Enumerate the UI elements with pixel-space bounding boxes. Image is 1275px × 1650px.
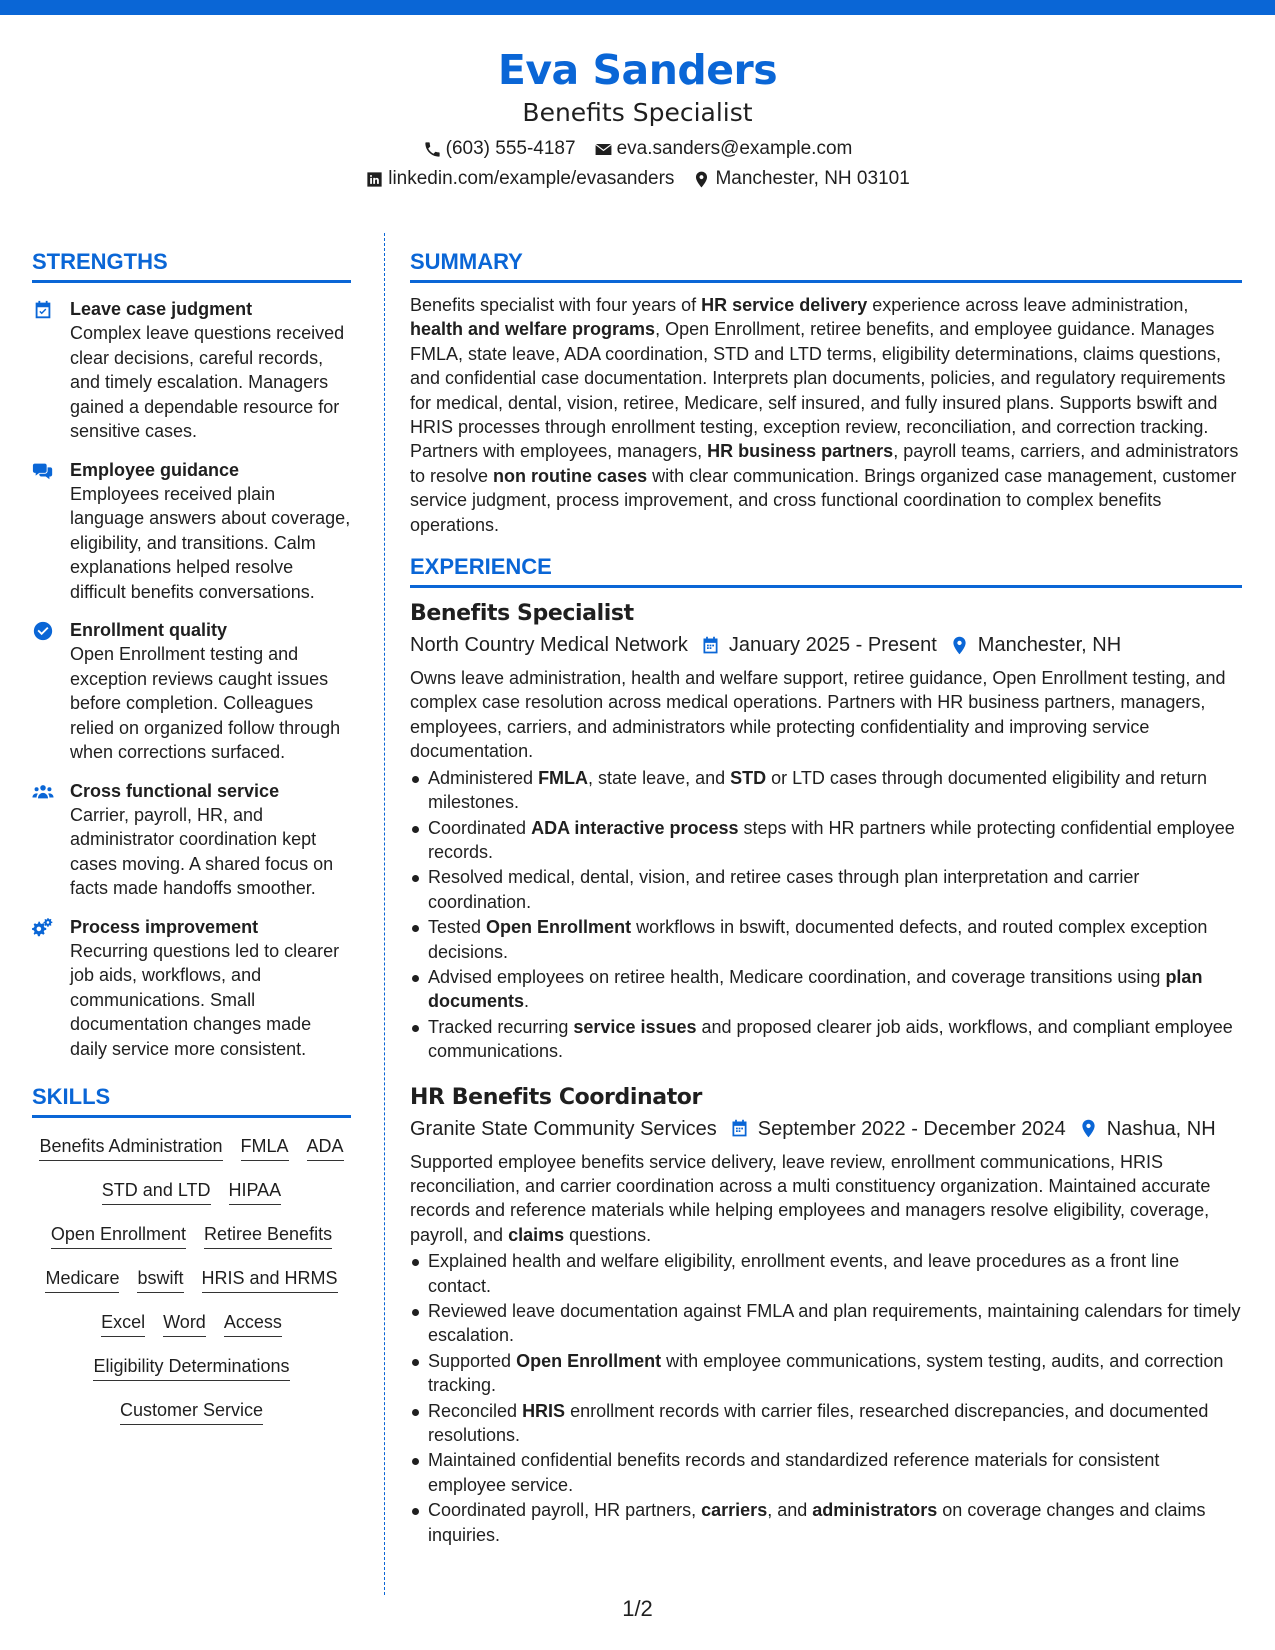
envelope-icon [594,140,613,159]
phone-contact[interactable] [423,134,576,164]
strength-body [70,915,351,1062]
job-bullets [410,766,1242,1064]
strengths-heading: STRENGTHS [32,248,351,283]
skill-tag: Eligibility Determinations [93,1354,289,1381]
strengths-list [32,297,351,1061]
summary-text: Benefits specialist with four years of HR service delivery experience across leave administration, health and welfare programs, Open Enrollment, retiree benefits, and employee guidance. Manages FMLA, state leave, ADA coordination, STD and LTD terms, eligibility determinations, claims questions, and confidential case documentation. Interprets plan documents, policies, and regulatory requirements for medical, dental, vision, retiree, Medicare, self insured, and fully insured plans. Supports bswift and HRIS processes through enrollment testing, exception review, reconciliation, and correction tracking. Partners with employees, managers, HR business partners, payroll teams, carriers, and administrators to resolve non routine cases with clear communication. Brings organized case management, customer service judgment, process improvement, and cross functional coordination to complex benefits operations. [410,295,1239,535]
strength-item [32,779,351,901]
skills-list [32,1134,351,1425]
calendar-icon [700,635,721,656]
skill-tag: STD and LTD [102,1178,211,1205]
skill-tag: Open Enrollment [51,1222,186,1249]
job-meta [410,1114,1242,1144]
calendar-check-icon [32,299,54,321]
job-location: Manchester, NH [977,634,1122,657]
strength-body [70,779,351,901]
map-pin-icon [692,170,711,189]
right-column [410,248,1242,1547]
location-contact [692,164,909,194]
job-company: Granite State Community Services [410,1117,717,1140]
phone-icon [423,140,442,159]
candidate-title: Benefits Specialist [522,98,753,127]
linkedin-icon [365,170,384,189]
strength-item [32,297,351,444]
strength-title: Enrollment quality [70,620,228,640]
job-bullets [410,1249,1242,1547]
skills-heading: SKILLS [32,1083,351,1118]
linkedin-text: linkedin.com/example/evasanders [388,168,675,189]
map-pin-icon [1078,1118,1099,1139]
skill-tag: Word [163,1310,206,1337]
chat-bubbles-icon [32,460,54,482]
job-title: Benefits Specialist [410,601,634,627]
contact-row-2 [0,164,1275,194]
skill-tag: bswift [137,1266,183,1293]
job-bullet: Reviewed leave documentation against FMLA and plan requirements, maintaining calendars for timely escalation. [410,1299,1242,1348]
skill-tag: HRIS and HRMS [202,1266,338,1293]
phone-text: (603) 555-4187 [445,138,576,159]
strength-body [70,618,351,765]
job-location: Nashua, NH [1106,1117,1216,1140]
job-bullet: Advised employees on retiree health, Medicare coordination, and coverage transitions using plan documents. [410,965,1242,1014]
resume-header [0,40,1275,194]
job-bullet: Maintained confidential benefits records and standardized reference materials for consistent employee service. [410,1448,1242,1497]
strength-item [32,915,351,1062]
strength-description: Employees received plain language answers about coverage, eligibility, and transitions. Calm explanations helped resolve difficult benefits conversations. [70,483,351,602]
skill-tag: Access [224,1310,282,1337]
email-text: eva.sanders@example.com [616,138,853,159]
calendar-icon [729,1118,750,1139]
skill-tag: ADA [307,1134,344,1161]
skill-tag: Retiree Benefits [204,1222,332,1249]
strength-description: Open Enrollment testing and exception reviews caught issues before completion. Colleagues relied on organized follow through when corrections surfaced. [70,644,341,762]
job-bullet: Reconciled HRIS enrollment records with carrier files, researched discrepancies, and documented resolutions. [410,1399,1242,1448]
skill-tag: Medicare [45,1266,119,1293]
candidate-name: Eva Sanders [497,46,778,94]
job-bullet: Explained health and welfare eligibility, enrollment events, and leave procedures as a front line contact. [410,1249,1242,1298]
skill-tag: Customer Service [120,1398,263,1425]
job-bullet: Tested Open Enrollment workflows in bswift, documented defects, and routed complex exception decisions. [410,915,1242,964]
skill-tag: FMLA [241,1134,289,1161]
left-column [32,248,351,1425]
strength-item [32,618,351,765]
email-contact[interactable] [594,134,853,164]
strength-title: Cross functional service [70,780,280,801]
job-bullet: Coordinated ADA interactive process steps with HR partners while protecting confidential employee records. [410,816,1242,865]
job-meta [410,630,1242,660]
linkedin-contact[interactable] [365,164,674,194]
experience-heading: EXPERIENCE [410,553,1242,588]
job-title: HR Benefits Coordinator [410,1084,702,1110]
users-icon [32,781,54,803]
jobs-list [410,600,1242,1547]
skill-tag: Excel [101,1310,145,1337]
map-pin-icon [949,635,970,656]
column-divider [384,233,385,1595]
gears-icon [32,917,54,939]
contact-row-1 [0,134,1275,164]
job-dates: January 2025 - Present [728,634,937,657]
job-bullet: Tracked recurring service issues and proposed clearer job aids, workflows, and compliant employee communications. [410,1015,1242,1064]
job-bullet: Coordinated payroll, HR partners, carriers, and administrators on coverage changes and claims inquiries. [410,1498,1242,1547]
job-bullet: Supported Open Enrollment with employee communications, system testing, audits, and correction tracking. [410,1349,1242,1398]
job-description: Owns leave administration, health and welfare support, retiree guidance, Open Enrollment testing, and complex case resolution across medical operations. Partners with HR business partners, managers, employees, carriers, and administrators while protecting confidentiality and improving service documentation. [410,668,1226,762]
job-company: North Country Medical Network [410,634,688,657]
job-bullet: Administered FMLA, state leave, and STD or LTD cases through documented eligibility and return milestones. [410,766,1242,815]
page-number: 1/2 [622,1596,653,1621]
strength-title: Leave case judgment [70,299,253,319]
strength-title: Employee guidance [70,459,240,480]
strength-body [70,458,351,605]
job-bullet: Resolved medical, dental, vision, and retiree cases through plan interpretation and carrier coordination. [410,865,1242,914]
skill-tag: HIPAA [229,1178,282,1205]
strength-description: Complex leave questions received clear decisions, careful records, and timely escalation. Managers gained a dependable resource for sensitive cases. [70,323,345,441]
location-text: Manchester, NH 03101 [715,168,910,189]
skill-tag: Benefits Administration [39,1134,222,1161]
job-entry [410,1084,1242,1548]
top-accent-bar [0,0,1275,15]
strength-description: Recurring questions led to clearer job aids, workflows, and communications. Small documentation changes made daily service more consistent. [70,940,340,1059]
strength-item [32,458,351,605]
summary-heading: SUMMARY [410,248,1242,283]
job-description: Supported employee benefits service delivery, leave review, enrollment communications, HRIS reconciliation, and carrier coordination across a multi constituency organization. Maintained accurate records and reference materials while helping employees and managers resolve eligibility, coverage, payroll, and claims questions. [410,1151,1211,1245]
job-entry [410,600,1242,1064]
strength-body [70,297,351,444]
strength-description: Carrier, payroll, HR, and administrator coordination kept cases moving. A shared focus on facts made handoffs smoother. [70,804,334,898]
strength-title: Process improvement [70,916,259,937]
check-circle-icon [32,620,54,642]
job-dates: September 2022 - December 2024 [757,1117,1066,1140]
